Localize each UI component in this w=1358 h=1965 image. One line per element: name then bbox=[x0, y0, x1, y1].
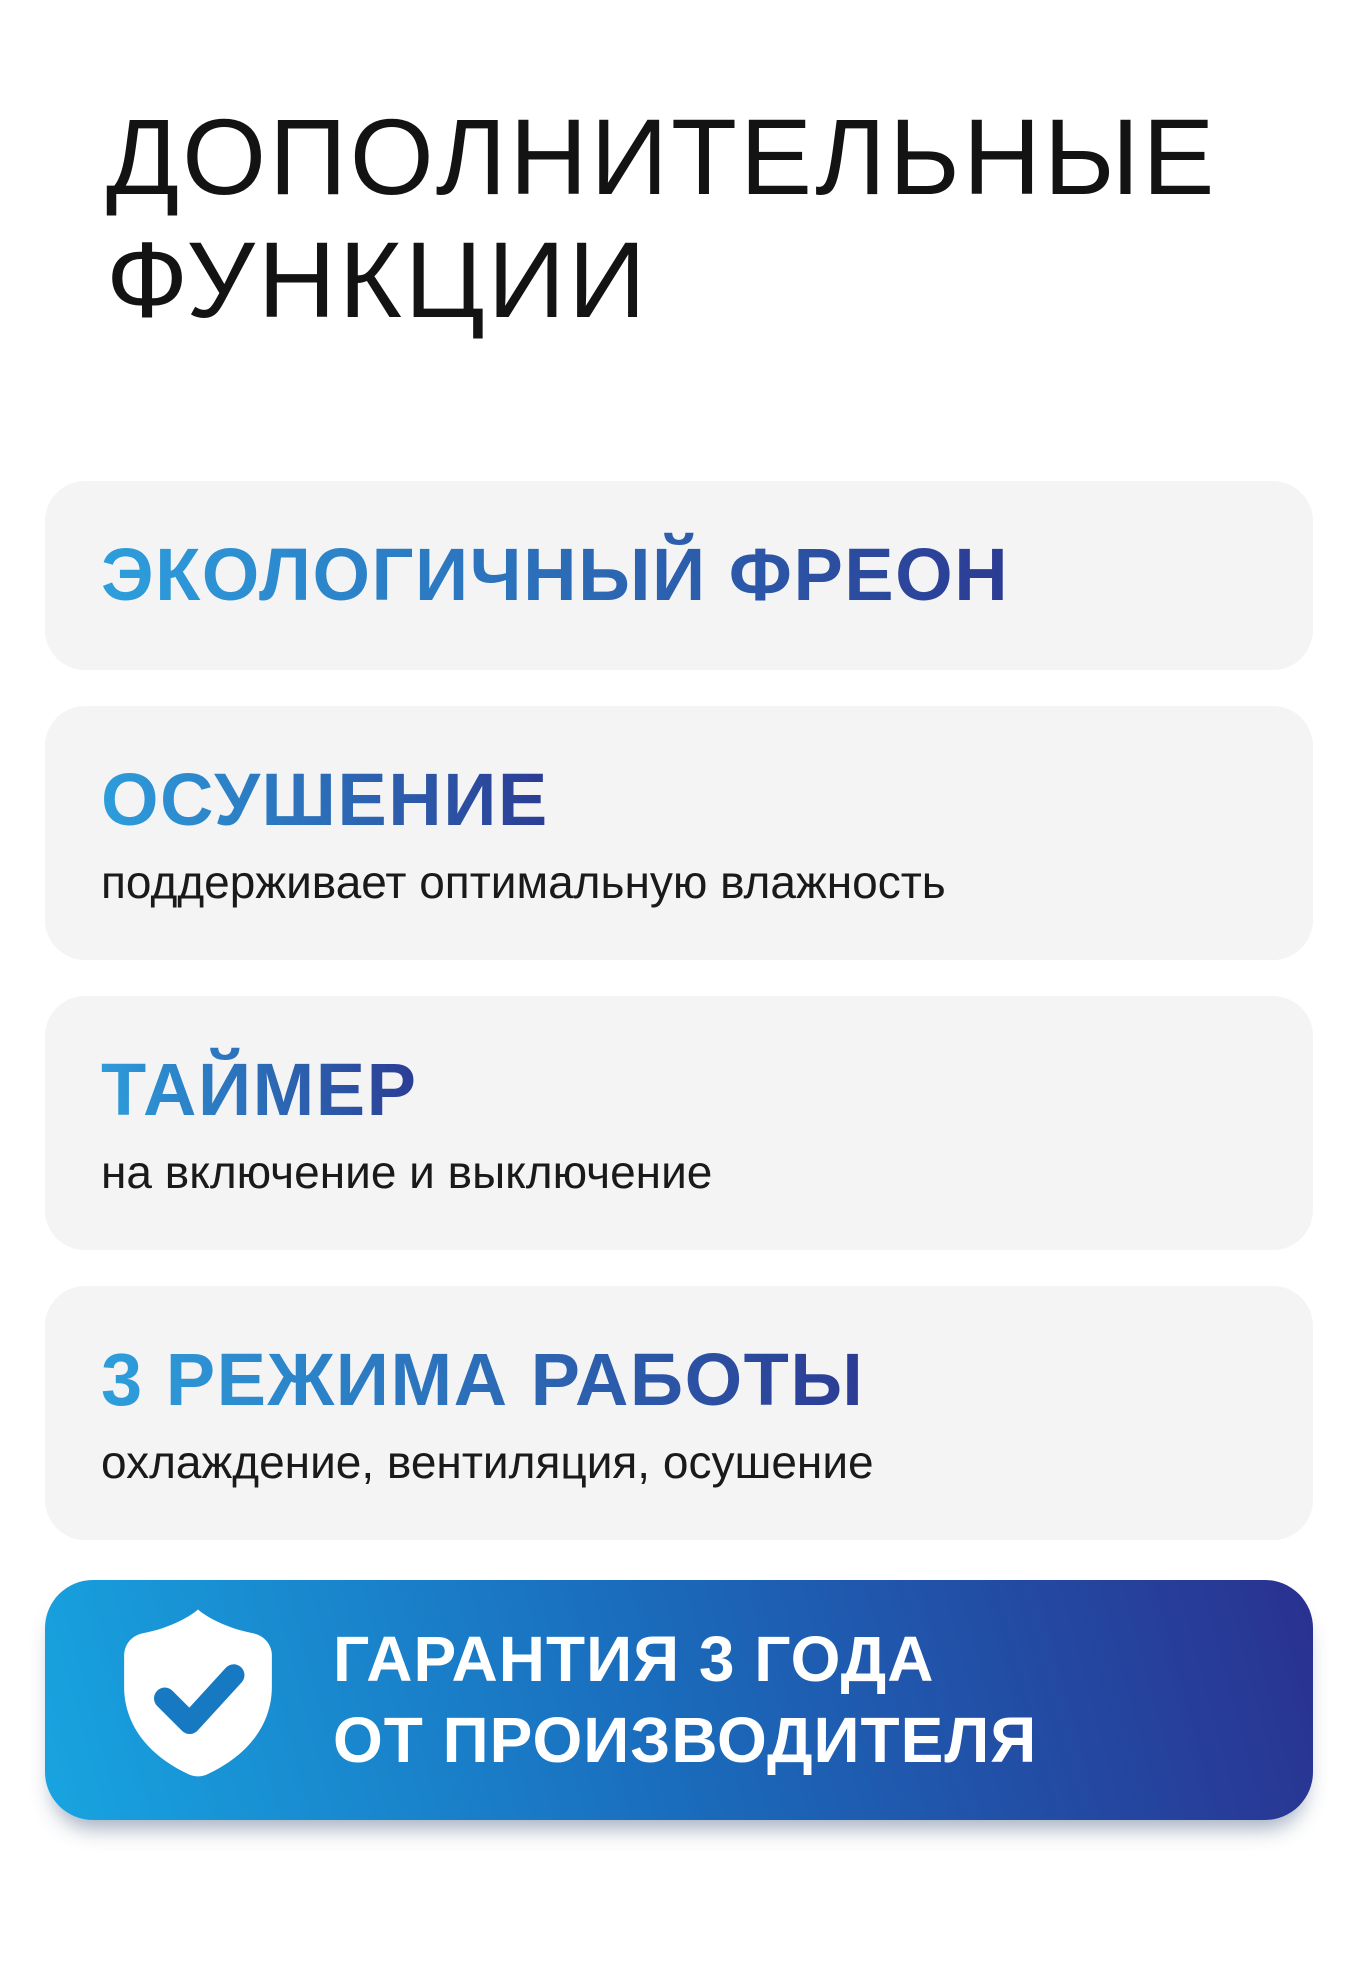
feature-title: ЭКОЛОГИЧНЫЙ ФРЕОН bbox=[101, 531, 1009, 620]
page-title-line1: ДОПОЛНИТЕЛЬНЫЕ bbox=[106, 96, 1218, 217]
shield-check-icon bbox=[115, 1607, 281, 1793]
infographic-page bbox=[0, 95, 1358, 1965]
feature-title: 3 РЕЖИМА РАБОТЫ bbox=[101, 1336, 864, 1425]
feature-subtitle: охлаждение, вентиляция, осушение bbox=[101, 1435, 874, 1488]
feature-title: ОСУШЕНИЕ bbox=[101, 756, 549, 845]
warranty-banner bbox=[45, 1580, 1313, 1820]
feature-subtitle: на включение и выключение bbox=[101, 1145, 713, 1198]
page-title-line2: ФУНКЦИИ bbox=[106, 219, 649, 341]
warranty-text bbox=[333, 1619, 1037, 1780]
feature-title: ТАЙМЕР bbox=[101, 1046, 418, 1135]
warranty-line1: ГАРАНТИЯ 3 ГОДА bbox=[333, 1623, 935, 1696]
feature-subtitle: поддерживает оптимальную влажность bbox=[101, 855, 946, 908]
feature-card-eco-freon bbox=[45, 481, 1313, 670]
feature-card-list bbox=[45, 481, 1313, 1540]
warranty-line2: ОТ ПРОИЗВОДИТЕЛЯ bbox=[333, 1703, 1038, 1776]
feature-card-dehumidification bbox=[45, 706, 1313, 960]
feature-card-timer bbox=[45, 996, 1313, 1250]
page-title bbox=[106, 95, 1298, 341]
feature-card-modes bbox=[45, 1286, 1313, 1540]
